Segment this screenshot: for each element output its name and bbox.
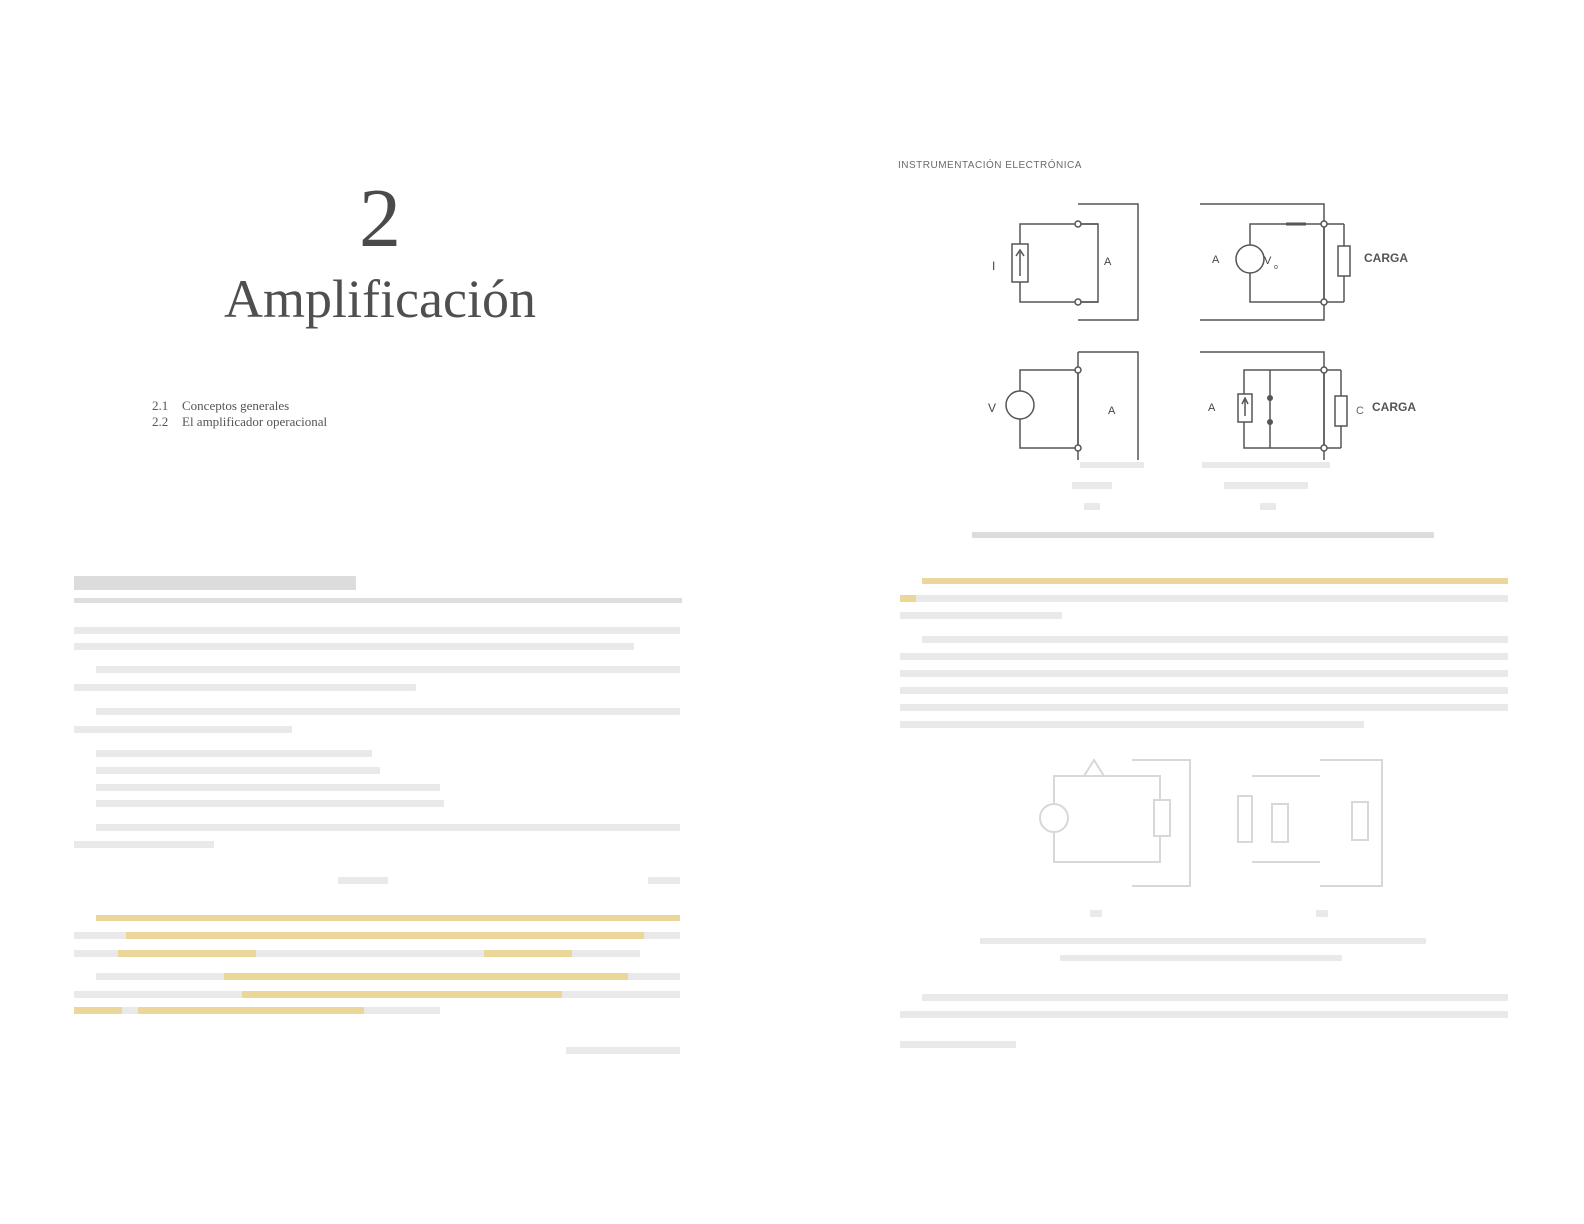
toc-item[interactable]	[152, 414, 327, 430]
chapter-number: 2	[359, 172, 401, 265]
input-loop	[1020, 224, 1098, 302]
right-page	[792, 0, 1584, 1224]
label-load: CARGA	[1372, 400, 1416, 414]
section-rule	[74, 598, 682, 603]
label-vo-subscript: o	[1274, 264, 1278, 271]
chapter-title: Amplificación	[224, 269, 536, 329]
label-amplifier: A	[1208, 402, 1216, 414]
label-amplifier: A	[1108, 405, 1116, 417]
toc-item[interactable]	[152, 398, 327, 414]
label-voltage-source: V	[988, 401, 997, 415]
label-current-source: I	[992, 259, 996, 273]
vo-source	[1236, 245, 1264, 273]
label-load: CARGA	[1364, 251, 1408, 265]
voltage-source	[1006, 391, 1034, 419]
label-amplifier: A	[1104, 256, 1112, 268]
faded-second-figure	[1040, 760, 1382, 886]
toc-number: 2.1	[152, 398, 169, 413]
chapter-toc	[152, 398, 327, 430]
label-vo: V	[1264, 255, 1272, 267]
label-amplifier: A	[1212, 254, 1220, 266]
label-load-c: C	[1356, 405, 1364, 417]
toc-title: El amplificador operacional	[182, 414, 328, 429]
running-header: INSTRUMENTACIÓN ELECTRÓNICA	[898, 160, 1082, 171]
toc-number: 2.2	[152, 414, 169, 429]
toc-title: Conceptos generales	[182, 398, 290, 413]
faded-section-heading	[74, 576, 356, 590]
load-resistor	[1338, 246, 1350, 276]
